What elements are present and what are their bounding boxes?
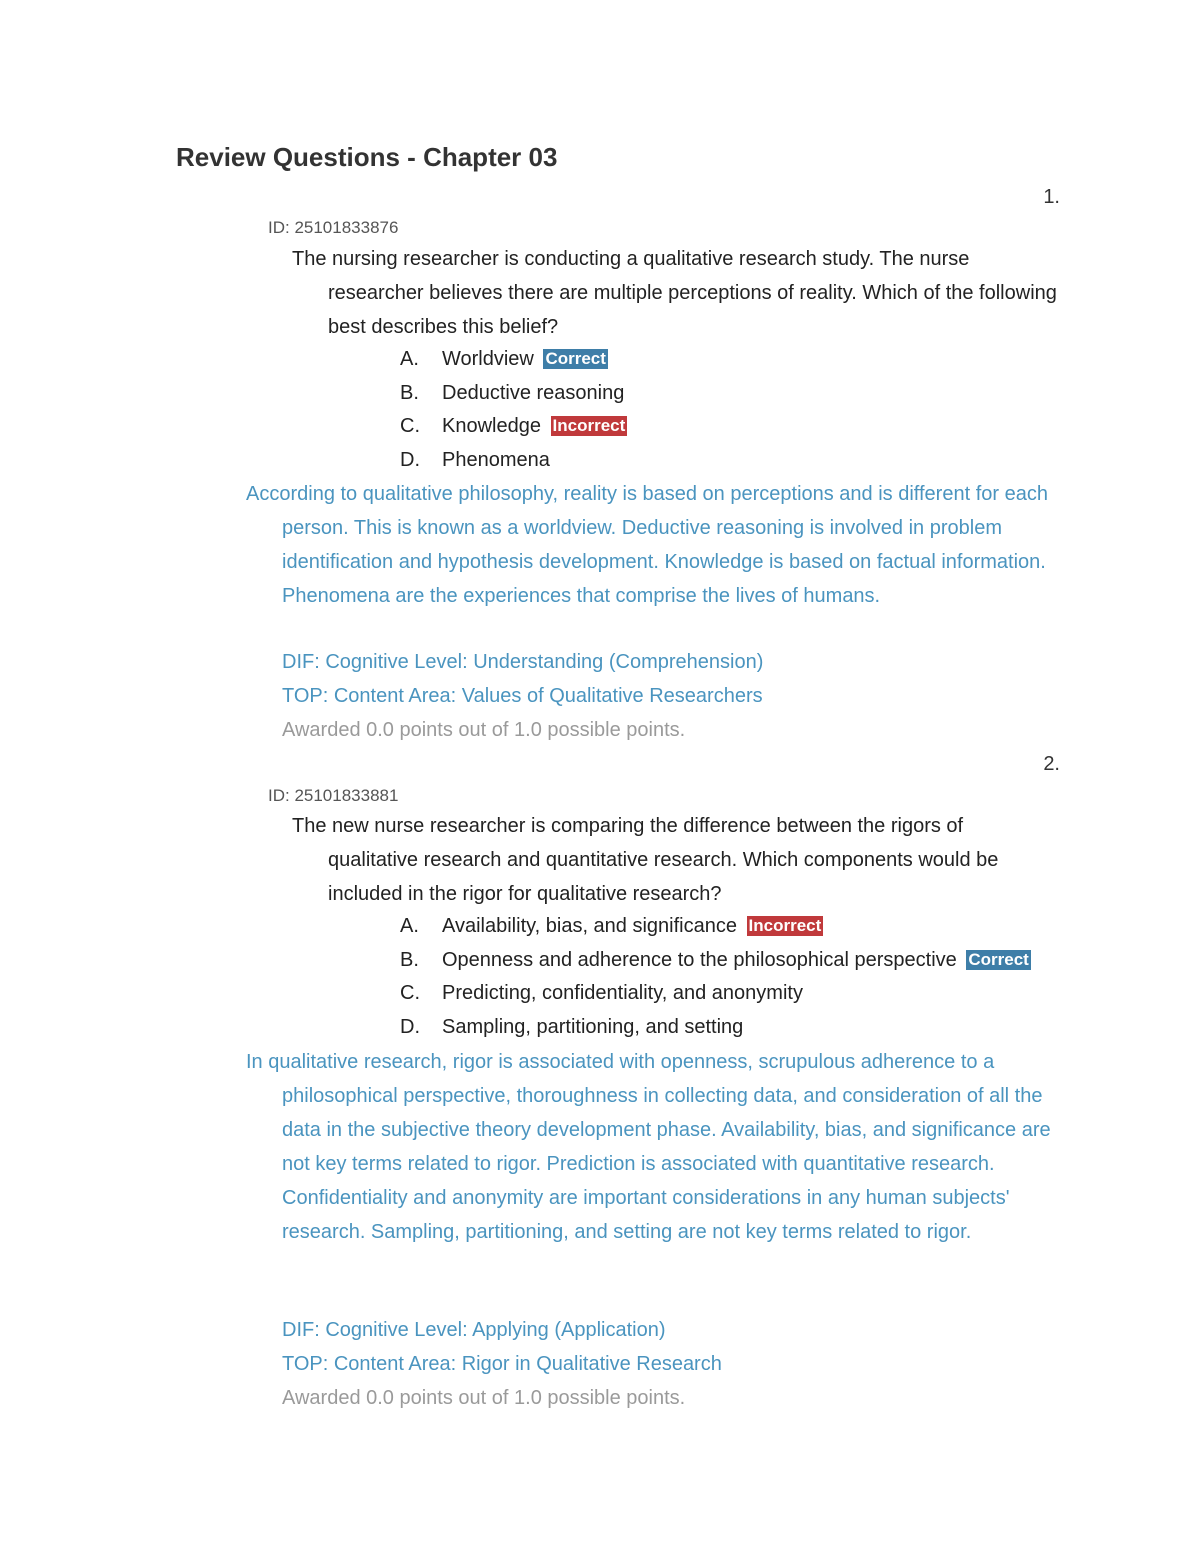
option-text: Availability, bias, and significance bbox=[442, 915, 737, 937]
option-letter: D. bbox=[400, 1016, 420, 1039]
answer-options bbox=[400, 910, 1100, 1045]
incorrect-badge: Incorrect bbox=[552, 416, 626, 436]
option-letter: A. bbox=[400, 915, 419, 937]
incorrect-badge: Incorrect bbox=[748, 916, 822, 935]
option-text: Deductive reasoning bbox=[442, 381, 625, 404]
answer-option-d bbox=[400, 444, 1100, 478]
topic-area: TOP: Content Area: Values of Qualitative Researchers bbox=[282, 685, 763, 707]
answer-options bbox=[400, 343, 1100, 478]
page-title: Review Questions - Chapter 03 bbox=[176, 142, 558, 172]
answer-option-b bbox=[400, 944, 1100, 978]
awarded-points: Awarded 0.0 points out of 1.0 possible points. bbox=[282, 1387, 686, 1409]
option-text: Openness and adherence to the philosophical perspective bbox=[442, 948, 957, 971]
correct-badge: Correct bbox=[968, 949, 1029, 969]
option-text: Sampling, partitioning, and setting bbox=[442, 1016, 744, 1039]
answer-option-c bbox=[400, 410, 1100, 444]
correct-badge: Correct bbox=[545, 349, 606, 368]
difficulty-level: DIF: Cognitive Level: Applying (Application) bbox=[282, 1319, 666, 1341]
question-text: The new nurse researcher is comparing the difference between the rigors of qualitative research and quantitative research. Which components would be included in the rigor for qualitative research? bbox=[292, 815, 999, 905]
option-letter: B. bbox=[400, 381, 419, 404]
topic-area: TOP: Content Area: Rigor in Qualitative Research bbox=[282, 1353, 722, 1375]
question-text: The nursing researcher is conducting a qualitative research study. The nurse researcher believes there are multiple perceptions of reality. Which of the following best describes this belief? bbox=[292, 248, 1057, 338]
answer-option-c bbox=[400, 977, 1100, 1011]
answer-option-a bbox=[400, 343, 1100, 377]
option-text: Phenomena bbox=[442, 449, 550, 472]
option-text: Predicting, confidentiality, and anonymity bbox=[442, 982, 803, 1005]
difficulty-level: DIF: Cognitive Level: Understanding (Comprehension) bbox=[282, 651, 764, 673]
option-letter: B. bbox=[400, 948, 419, 971]
awarded-points: Awarded 0.0 points out of 1.0 possible points. bbox=[282, 719, 686, 741]
answer-option-b bbox=[400, 377, 1100, 411]
option-letter: C. bbox=[400, 982, 420, 1005]
question-id: ID: 25101833876 bbox=[268, 218, 399, 237]
answer-option-a bbox=[400, 910, 1100, 944]
rationale-text: According to qualitative philosophy, reality is based on perceptions and is different for each person. This is known as a worldview. Deductive reasoning is involved in problem identification and hypothesis development. Knowledge is based on factual information. Phenomena are the experiences that comprise the lives of humans. bbox=[246, 483, 1048, 607]
option-text: Worldview bbox=[442, 348, 534, 370]
question-id: ID: 25101833881 bbox=[268, 786, 399, 805]
option-letter: A. bbox=[400, 348, 419, 370]
question-number: 2. bbox=[1043, 753, 1060, 775]
rationale-text: In qualitative research, rigor is associated with openness, scrupulous adherence to a philosophical perspective, thoroughness in collecting data, and consideration of all the data in the subjective theory development phase. Availability, bias, and significance are not key terms related to rigor. Prediction is associated with quantitative research. Confidentiality and anonymity are important considerations in any human subjects' research. Sampling, partitioning, and setting are not key terms related to rigor. bbox=[246, 1051, 1051, 1243]
option-letter: C. bbox=[400, 415, 420, 438]
option-letter: D. bbox=[400, 449, 420, 472]
question-number: 1. bbox=[1043, 186, 1060, 208]
option-text: Knowledge bbox=[442, 415, 541, 438]
answer-option-d bbox=[400, 1011, 1100, 1045]
